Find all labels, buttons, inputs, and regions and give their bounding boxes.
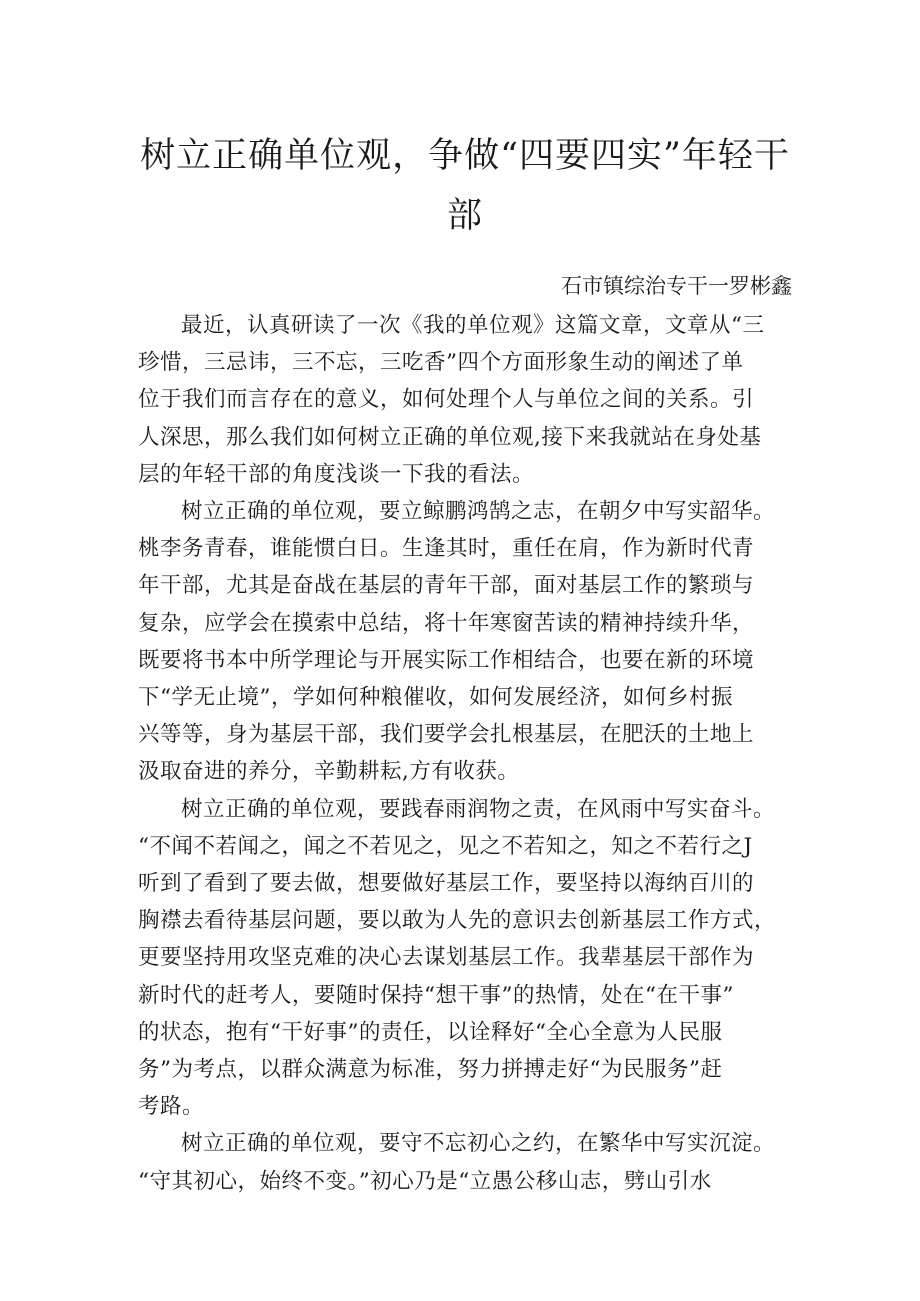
document-title [140, 126, 790, 246]
title-line-2: 部 [446, 196, 483, 236]
paragraph-1: 最近，认真研读了一次《我的单位观》这篇文章，文章从“三 珍惜，三忌讳，三不忘，三吃香”四个方面形象生动的阐述了单 位于我们而言存在的意义，如何处理个人与单位之间的关系。引 人深思，那么我们如何树立正确的单位观,接下来我就站在身处基 层的年轻干部的角度浅谈一下我的看法。 [138, 313, 765, 487]
document-body [138, 307, 794, 1200]
title-line-1: 树立正确单位观，争做“四要四实”年轻干 [140, 136, 790, 176]
paragraph-2: 树立正确的单位观，要立鲸鹏鸿鹄之志，在朝夕中写实韶华。 桃李务青春，谁能惯白日。生逢其时，重任在肩，作为新时代青 年干部，尤其是奋战在基层的青年干部，面对基层工作的繁琐与 复杂，应学会在摸索中总结，将十年寒窗苦读的精神持续升华， 既要将书本中所学理论与开展实际工作相结合，也要在新的环境 下“学无止境”，学如何种粮催收，如何发展经济，如何乡村振 兴等等，身为基层干部，我们要学会扎根基层，在肥沃的土地上 汲取奋进的养分，辛勤耕耘,方有收获。 [138, 499, 776, 785]
paragraph-4: 树立正确的单位观，要守不忘初心之约，在繁华中写实沉淀。 “守其初心，始终不变。”初心乃是“立愚公移山志，劈山引水 [138, 1131, 776, 1194]
paragraph-3: 树立正确的单位观，要践春雨润物之责，在风雨中写实奋斗。 “不闻不若闻之，闻之不若见之，见之不若知之，知之不若行之J 听到了看到了要去做，想要做好基层工作，要坚持以海纳百川的 胸襟去看待基层问题，要以敢为人先的意识去创新基层工作方式， 更要坚持用攻坚克难的决心去谋划基层工作。我辈基层干部作为 新时代的赶考人，要随时保持“想干事”的热情，处在“在干事” 的状态，抱有“干好事”的责任，以诠释好“全心全意为人民服 务”为考点，以群众满意为标准，努力拼搏走好“为民服务”赶 考路。 [138, 796, 777, 1120]
author-line: 石市镇综治专干一罗彬鑫 [561, 274, 792, 298]
